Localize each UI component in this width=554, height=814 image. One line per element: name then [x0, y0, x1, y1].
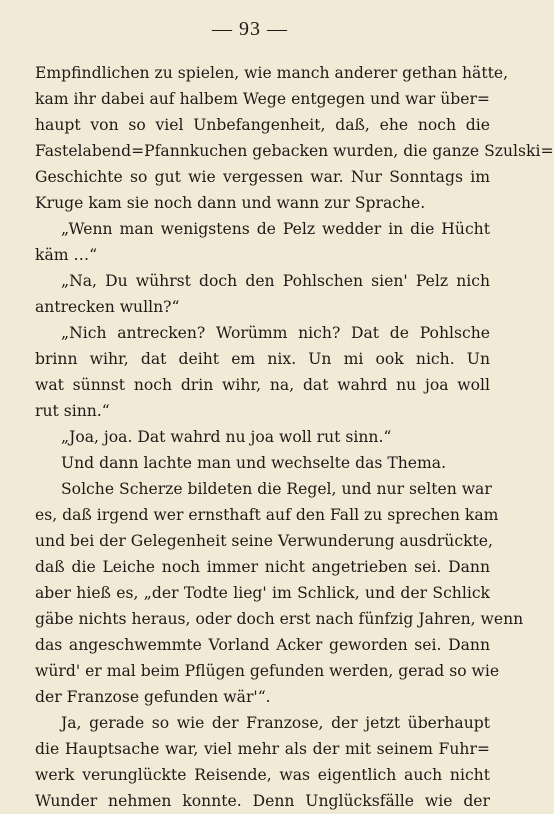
text-line: daß die Leiche noch immer nicht angetrieben sei. Dann	[35, 558, 490, 576]
text-line: werk verunglückte Reisende, was eigentlich auch nicht	[35, 766, 490, 784]
text-line: Geschichte so gut wie vergessen war. Nur Sonntags im	[35, 168, 490, 186]
text-line: antrecken wulln?“	[35, 298, 180, 316]
text-line: Und dann lachte man und wechselte das Thema.	[61, 454, 447, 472]
text-line: Empfindlichen zu spielen, wie manch anderer gethan hätte,	[35, 64, 509, 82]
text-line: rut sinn.“	[35, 402, 110, 420]
text-line: „Wenn man wenigstens de Pelz wedder in die Hücht	[61, 220, 490, 238]
text-line: „Nich antrecken? Worümm nich? Dat de Pohlsche	[61, 324, 490, 342]
text-line: gäbe nichts heraus, oder doch erst nach fünfzig Jahren, wenn	[35, 610, 524, 628]
text-line: und bei der Gelegenheit seine Verwunderung ausdrückte,	[35, 532, 493, 550]
page-number-header: — 93 —	[212, 18, 288, 40]
text-line: haupt von so viel Unbefangenheit, daß, ehe noch die	[35, 116, 490, 134]
text-line: wat sünnst noch drin wihr, na, dat wahrd nu joa woll	[35, 376, 490, 394]
text-line: der Franzose gefunden wär'“.	[35, 688, 271, 706]
text-line: „Na, Du wührst doch den Pohlschen sien' Pelz nich	[61, 272, 490, 290]
text-line: aber hieß es, „der Todte lieg' im Schlick, und der Schlick	[35, 584, 490, 602]
text-line: brinn wihr, dat deiht em nix. Un mi ook nich. Un	[35, 350, 490, 368]
text-line: die Hauptsache war, viel mehr als der mit seinem Fuhr=	[35, 740, 490, 758]
text-line: kam ihr dabei auf halbem Wege entgegen und war über=	[35, 90, 490, 108]
text-line: Wunder nehmen konnte. Denn Unglücksfälle wie der	[35, 792, 490, 810]
text-line: Solche Scherze bildeten die Regel, und nur selten war	[61, 480, 492, 498]
text-line: Kruge kam sie noch dann und wann zur Sprache.	[35, 194, 426, 212]
text-line: „Joa, joa. Dat wahrd nu joa woll rut sinn.“	[61, 428, 392, 446]
text-line: käm …“	[35, 246, 98, 264]
text-line: es, daß irgend wer ernsthaft auf den Fall zu sprechen kam	[35, 506, 499, 524]
text-line: Fastelabend=Pfannkuchen gebacken wurden, die ganze Szulski=	[35, 142, 554, 160]
text-line: würd' er mal beim Pflügen gefunden werden, gerad so wie	[35, 662, 500, 680]
text-line: das angeschwemmte Vorland Acker geworden sei. Dann	[35, 636, 490, 654]
text-line: Ja, gerade so wie der Franzose, der jetzt überhaupt	[61, 714, 490, 732]
